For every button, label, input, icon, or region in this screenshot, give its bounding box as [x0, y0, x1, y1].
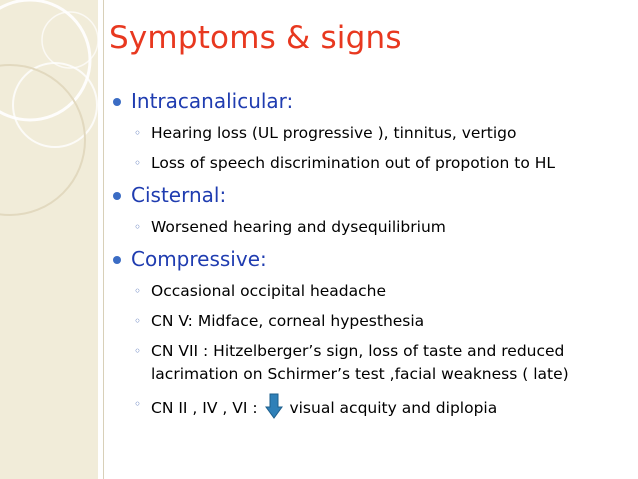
list-item-text: CN VII : Hitzelberger’s sign, loss of taste and reduced	[151, 342, 565, 360]
down-arrow-icon	[265, 393, 283, 419]
section-heading-compressive	[105, 246, 630, 272]
hollow-bullet-icon: ◦	[134, 397, 142, 411]
list-item	[105, 216, 630, 239]
list-item	[105, 310, 630, 333]
bullet-icon	[113, 256, 121, 264]
list-item	[105, 122, 630, 145]
hollow-bullet-icon: ◦	[134, 344, 142, 358]
hollow-bullet-icon: ◦	[134, 284, 142, 298]
list-item	[105, 340, 630, 363]
list-item-text: visual acquity and diplopia	[289, 399, 498, 417]
sidebar-divider-line	[103, 0, 104, 479]
decorative-sidebar	[0, 0, 98, 479]
bullet-icon	[113, 192, 121, 200]
list-item-text: CN II , IV , VI :	[151, 399, 258, 417]
slide-content	[105, 88, 630, 427]
list-item-text: CN V: Midface, corneal hypesthesia	[151, 312, 425, 330]
list-item	[105, 152, 630, 175]
decorative-circles	[0, 0, 98, 479]
list-item-continuation	[105, 363, 630, 386]
section-heading-intracanalicular	[105, 88, 630, 114]
section-heading-cisternal	[105, 182, 630, 208]
list-item-text: Hearing loss (UL progressive ), tinnitus, vertigo	[151, 124, 517, 142]
list-item-text: lacrimation on Schirmer’s test ,facial weakness ( late)	[151, 365, 569, 383]
slide-title: Symptoms & signs	[109, 20, 402, 56]
list-item-text: Worsened hearing and dysequilibrium	[151, 218, 446, 236]
section-heading-label: Compressive:	[131, 247, 267, 271]
list-item	[105, 280, 630, 303]
hollow-bullet-icon: ◦	[134, 126, 142, 140]
section-heading-label: Intracanalicular:	[131, 89, 294, 113]
list-item	[105, 393, 630, 420]
list-item-text: Loss of speech discrimination out of propotion to HL	[151, 154, 556, 172]
section-heading-label: Cisternal:	[131, 183, 227, 207]
hollow-bullet-icon: ◦	[134, 220, 142, 234]
hollow-bullet-icon: ◦	[134, 156, 142, 170]
hollow-bullet-icon: ◦	[134, 314, 142, 328]
list-item-text: Occasional occipital headache	[151, 282, 387, 300]
bullet-icon	[113, 98, 121, 106]
